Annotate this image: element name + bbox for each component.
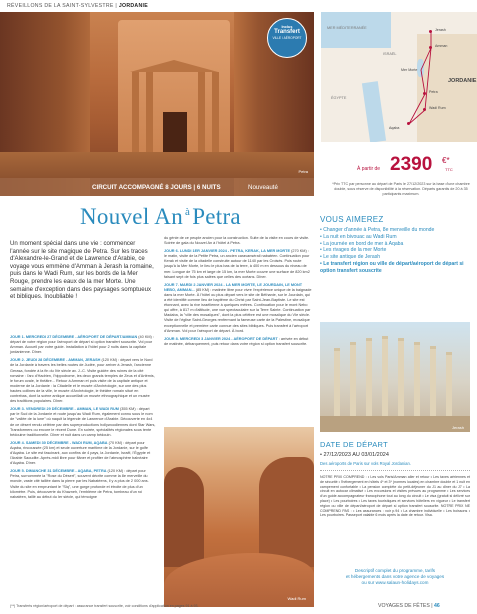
day-2: JOUR 2. JEUDI 28 DÉCEMBRE - AMMAN, JERASH (120 KM) : départ vers le Nord de la Jordanie à travers les belles routes de Judée, pour arriver à Jerash, l'ancienne Gerasa, fondée à la fin du IVe siècle av. J.-C. Visite guidée des ruines de la cité romaine : l'arc d'Hadrien, l'hippodrome, les deux grands temples de Zeus et d'Artémis, le forum ovale, le théâtre... Retour à Amman et puis visite de la capitale antique et moderne de la Jordanie : la Citadelle et le musée d'Archéologie, sur une des plus hautes collines de la ville, le musée d'Archéologie, le théâtre romain situé en contrebas, dont la scène antique accueillait un musée ethnographique et un musée des traditions populaires. Dîner. [10, 358, 155, 404]
departure-dates: • 27/12/2023 AU 03/01/2024 [320, 452, 389, 458]
hero-photo-label: Petra [298, 169, 308, 174]
hero-caption-duration: CIRCUIT ACCOMPAGNÉ 8 JOURS | 6 NUITS [92, 183, 221, 191]
day-8: JOUR 8. MERCREDI 3 JANVIER 2024 - AÉROPORT DE DÉPART : arrivée en début de matinée, débarquement, puis retour dans votre région si option transfert souscrite. [164, 336, 309, 346]
departure-box [320, 440, 470, 518]
highlight-item: • Le transfert région ou ville de départ/aéroport de départ si option transfert souscrite [320, 261, 470, 275]
highlights-box [320, 215, 470, 275]
intro-paragraph: Un moment spécial dans une vie : commencer l'année sur le site magique de Petra. Sur les traces d'Alexandre-le-Grand et de Lawrence d'Arabie, ce voyage vous emmène d'Amman à Jerash la romaine, puis dans le Wadi Rum, sur les bords de la Mer Rouge, prendre les eaux de la mer Morte. Une semaine d'exception dans des paysages somptueux et bibliques. Inoubliable ! [10, 240, 154, 301]
route-line [321, 12, 477, 142]
highlight-item: • Les rivages de la mer Morte [320, 247, 470, 254]
day-1: JOUR 1. MERCREDI 27 DÉCEMBRE - AÉROPORT DE DÉPART/AMMAN (40 KM) : départ de votre région pour l'aéroport de départ si option transfert souscrite. Vol pour Amman. Accueil par votre guide. Installation à l'hôtel pour 2 nuits dans la capitale jordanienne. Dîner. [10, 335, 154, 355]
price-note: *Prix TTC par personne au départ de Paris le 27/12/2023 sur la base d'une chambre double, sous réserve de disponibilité à la réservation. Départs garantis de 20 à 35 participants maximum. [332, 182, 470, 196]
map-city-petra: Petra [429, 90, 438, 94]
highlight-item: • Changer d'année à Petra, 8e merveille du monde [320, 227, 470, 234]
price-prefix: À partir de [357, 166, 381, 172]
wadi-rum-caption: Wadi Rum [287, 596, 306, 601]
price-inclusions: NOTRE PRIX COMPREND : • Les vols Paris/Amman aller et retour • Les taxes aériennes et de sécurité • l'hébergement en hôtels 4* et 3* (normes locales) en chambre double et 1 nuit en campement confortable • La pension complète du petit-déjeuner du J1 au dîner du J7 • La circuit en autocar climatisé • Les excursions et visites prévues au programme • Les services d'un guide accompagnateur francophone tout au long du circuit • Le visa (gratuit si délivré sur place) • Les pourboires • Les taxes touristiques et services hôteliers en vigueur • Le transfert région ou ville de départ/aéroport de départ si option transfert souscrite. NOTRE PRIX NE COMPREND PAS : • Les assurances : voir p.94 • La chambre individuelle • Les boissons • Les pourboires. Passeport valable 6 mois après la date de retour. Visa. [320, 475, 470, 518]
departure-title: DATE DE DÉPART [320, 440, 388, 449]
map-city-aqaba: Aqaba [389, 126, 400, 130]
day-6: JOUR 6. LUNDI 1ER JANVIER 2024 - PETRA, KERAK, LA MER MORTE (270 KM) : le matin, visite de la Petite Petra, un ancien caravansérail nabatéen. Continuation pour Kerak et visite de la citadelle construite autour de 1140 par les Croisés. Puis route jusqu'à la Mer Morte, le lieu le plus bas de la terre, à 400 m en dessous du niveau de mer. Longue de 75 km et large de 15 km, la mer Morte couvre une surface de 820 km2 faisant sept de fois plus salées que celles des océans. Dîner. [164, 249, 310, 279]
map-country-egypt: ÉGYPTE [331, 96, 347, 100]
route-map [321, 12, 477, 142]
departure-note: Des aéroports de Paris sur vols Royal Jordanian. [320, 461, 412, 466]
price-ttc: TTC [445, 167, 453, 172]
page-number: 46 [434, 603, 440, 609]
header-destination: JORDANIE [118, 3, 149, 9]
itinerary-column-2 [164, 236, 312, 350]
header-section: RÉVEILLONS DE LA SAINT-SYLVESTRE [7, 3, 114, 9]
hero-caption-bar [0, 178, 314, 196]
highlight-item: • Le site antique de Jerash [320, 254, 470, 261]
day-5: JOUR 5. DIMANCHE 31 DÉCEMBRE - AQABA, PETRA (120 KM) : départ pour Petra, surnommée la "Rose du Désert", souvent décrite comme la 8e merveille du monde, vaste cité taillée dans la pierre par les Nabatéens, il y a plus de 2 000 ans. Visite du site en empruntant le "Siq", une gorge profonde et étroite de plus d'un kilomètre. Puis, découverte du Khazneh, l'emblème de Petra, tombeau d'un roi nabatéen, taillé au début du Ier siècle, qui témoigne [10, 469, 149, 499]
page-header: RÉVEILLONS DE LA SAINT-SYLVESTRE | JORDANIE [7, 3, 149, 9]
jerash-photo [320, 322, 470, 432]
page-title: Nouvel An $^à$Petra [80, 204, 241, 229]
highlights-title: VOUS AIMEREZ [320, 215, 384, 224]
call-to-action: Descriptif complet du programme, tarifs et hébergements dans votre agence de voyages ou sur www.salaun-holidays.com [320, 568, 470, 586]
map-city-wadirum: Wadi Rum [429, 106, 446, 110]
map-city-jerash: Jerash [435, 28, 446, 32]
website-link[interactable]: ou sur www.salaun-holidays.com [361, 580, 429, 585]
itinerary-column-1 [10, 335, 156, 503]
footer-page: VOYAGES DE FÊTES | 46 [378, 603, 440, 609]
day-3: JOUR 3. VENDREDI 29 DÉCEMBRE - AMMAN, LE WADI RUM (355 KM) : départ par le Sud de la Jordanie et route jusqu'au Wadi Rum, également connu sous le nom de "vallée de la lune" où naquit la légende de Lawrence d'Arabie. Découverte en 4x4 de ce désert rendu célèbre par des superproductions hollywoodiennes dont Star Wars, Transformers ou encore le récent Dune. En soirée, spécialités régionales sous tente bédouine traditionnelle. Dîner et nuit dans un camp bédouin. [10, 407, 156, 437]
map-country-israel: ISRAËL [383, 52, 397, 56]
map-country-jordan: JORDANIE [448, 78, 477, 84]
day-4: JOUR 4. SAMEDI 30 DÉCEMBRE - WADI RUM, AQABA (70 KM) : départ pour Aqaba, rincoussée (25 km) et seule ouverture maritime de la Jordanie, sur le golfe d'Aqaba. Le site est fascinant, aux confins de 4 pays, la Jordanie, Israël, l'Égypte et l'Arabie Saoudite. Après-midi libre pour flâner et profiter de l'atmosphère balnéaire d'Aqaba. Dîner. [10, 440, 151, 466]
map-sea-label: MER MÉDITERRANÉE [327, 26, 367, 30]
highlight-item: • La journée en bord de mer à Aqaba [320, 241, 470, 248]
highlight-item: • La nuit en bivouac au Wadi Rum [320, 234, 470, 241]
price-block [321, 146, 477, 210]
map-city-amman: Amman [435, 44, 448, 48]
day-5-continued: du génie de ce peuple ancien pour la construction. Suite de la visite en cours de visite. Soirée de gala du Nouvel An à l'hôtel à Petra. [164, 236, 310, 246]
map-city-deadsea: Mer Morte [401, 68, 418, 72]
footer-note: (**) Transferts région/aéroport de départ : assurance transfert souscrite, voir conditions d'application en pages 91 à 93. [10, 604, 199, 608]
hero-caption-new: Nouveauté [248, 183, 278, 191]
day-7: JOUR 7. MARDI 2 JANVIER 2024 - LA MER MORTE, LE JOURDAIN, LE MONT NEBO, AMMAN... (85 KM) : matinée libre pour vivre l'expérience unique de la baignade dans la mer Morte. À l'hôtel ou plus départ vers le site de Béthanie, sur le Jourdain, qui a été identifié comme lieu de baptême du Christ par Saint-Jean-Baptiste. Le site est étonnant, avec la rive israélienne à quelques mètres. Continuation pour le mont Nebo qui offre, à 817 m d'altitude, une vue spectaculaire sur la Terre Sainte. Continuation par Madaba, la "ville des mosaïques", dont la plus célèbre est une mosaïque du VIe siècle. Visite de l'église Saint-Georges renfermant la fameuse carte de la Palestine, mosaïque exceptionnelle et première carte connue des sites bibliques. Puis transfert à l'aéroport d'Amman. Vol pour l'aéroport de départ. À bord. [164, 282, 312, 333]
wadi-rum-photo [164, 427, 314, 607]
transfer-badge: Inclus Transfert VILLE / AÉROPORT [267, 18, 307, 58]
price-currency: €* [442, 156, 450, 165]
price-amount: 2390 [390, 154, 433, 175]
jerash-caption: Jerash [451, 425, 464, 430]
